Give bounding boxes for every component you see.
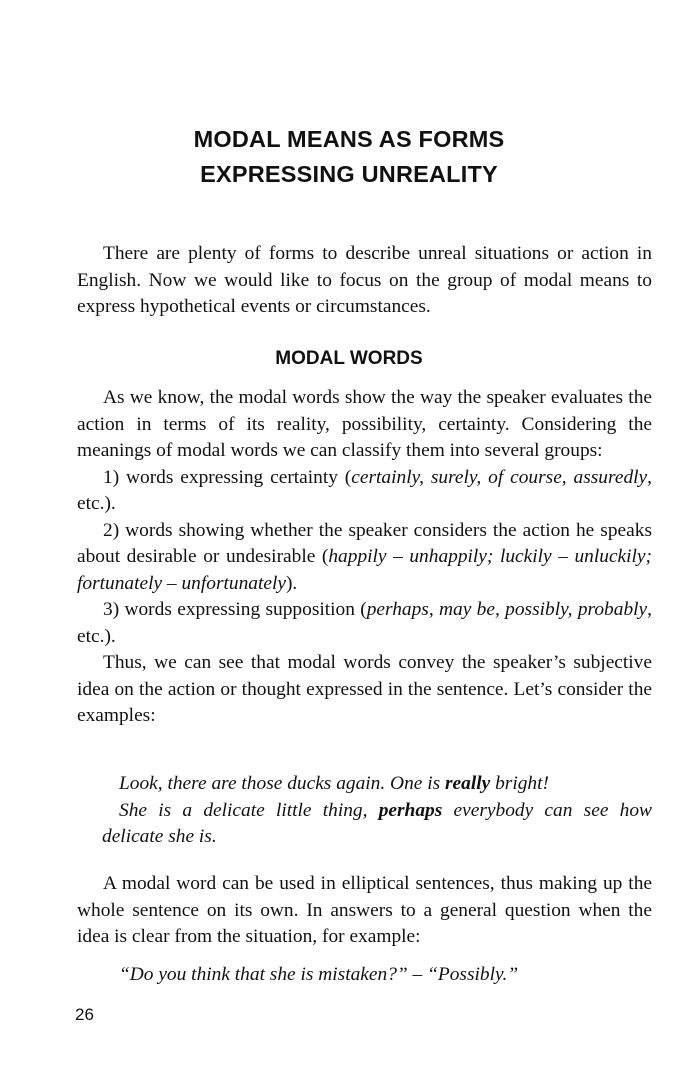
list-item-examples: certainly, surely, of course, assuredly	[351, 466, 648, 488]
section-paragraph-1: As we know, the modal words show the way the speaker evaluates the action in terms of its reality, possibility, certainty. Considering the meanings of modal words we can classify them into several groups:	[77, 387, 652, 461]
elliptical-block	[77, 871, 652, 951]
list-item-lead: 1) words expressing certainty (	[103, 466, 352, 488]
example-text: Look, there are those ducks again. One is	[119, 773, 445, 794]
intro-block	[77, 241, 652, 321]
list-item-desirability	[77, 518, 652, 598]
list-item-lead: 2) words showing whether the speaker considers the action he speaks about desirable or undesirable (	[77, 519, 652, 567]
chapter-title-line-2: EXPRESSING UNREALITY	[200, 161, 498, 187]
chapter-title	[0, 122, 698, 192]
example-quote-block	[102, 962, 652, 989]
example-text: She is a delicate little thing,	[119, 799, 379, 821]
list-item-tail: , etc.).	[77, 599, 652, 647]
page-number: 26	[75, 1005, 94, 1024]
list-item-examples: perhaps, may be, possibly, probably	[366, 599, 648, 620]
list-item-tail: ).	[285, 572, 298, 594]
examples-block	[102, 771, 652, 851]
section-paragraph-2: Thus, we can see that modal words convey the speaker’s subjective idea on the action or thought expressed in the sentence. Let’s consider the examples:	[77, 652, 652, 726]
example-sentence-2	[102, 798, 652, 851]
intro-paragraph: There are plenty of forms to describe unreal situations or action in English. Now we would like to focus on the group of modal means to express hypothetical events or circumstances.	[77, 243, 652, 317]
example-sentence-1	[102, 771, 652, 798]
chapter-title-line-1: MODAL MEANS AS FORMS	[193, 126, 505, 152]
list-item-examples: happily – unhappily; luckily – unluckily; fortunately – unfortunately	[77, 546, 652, 594]
elliptical-paragraph: A modal word can be used in elliptical sentences, thus making up the whole sentence on its own. In answers to a general question when the idea is clear from the situation, for example:	[77, 873, 652, 947]
list-item-supposition	[77, 597, 652, 650]
example-text: bright!	[490, 773, 549, 794]
example-quote: “Do you think that she is mistaken?” – “Possibly.”	[119, 964, 519, 985]
list-item-certainty	[77, 465, 652, 518]
example-modal-word: perhaps	[378, 799, 443, 821]
section-body	[77, 385, 652, 730]
example-text: everybody can see how delicate she is.	[102, 799, 652, 847]
section-heading: MODAL WORDS	[275, 348, 423, 369]
list-item-lead: 3) words expressing supposition (	[103, 599, 367, 620]
example-modal-word: really	[445, 773, 491, 794]
list-item-tail: , etc.).	[77, 466, 652, 514]
